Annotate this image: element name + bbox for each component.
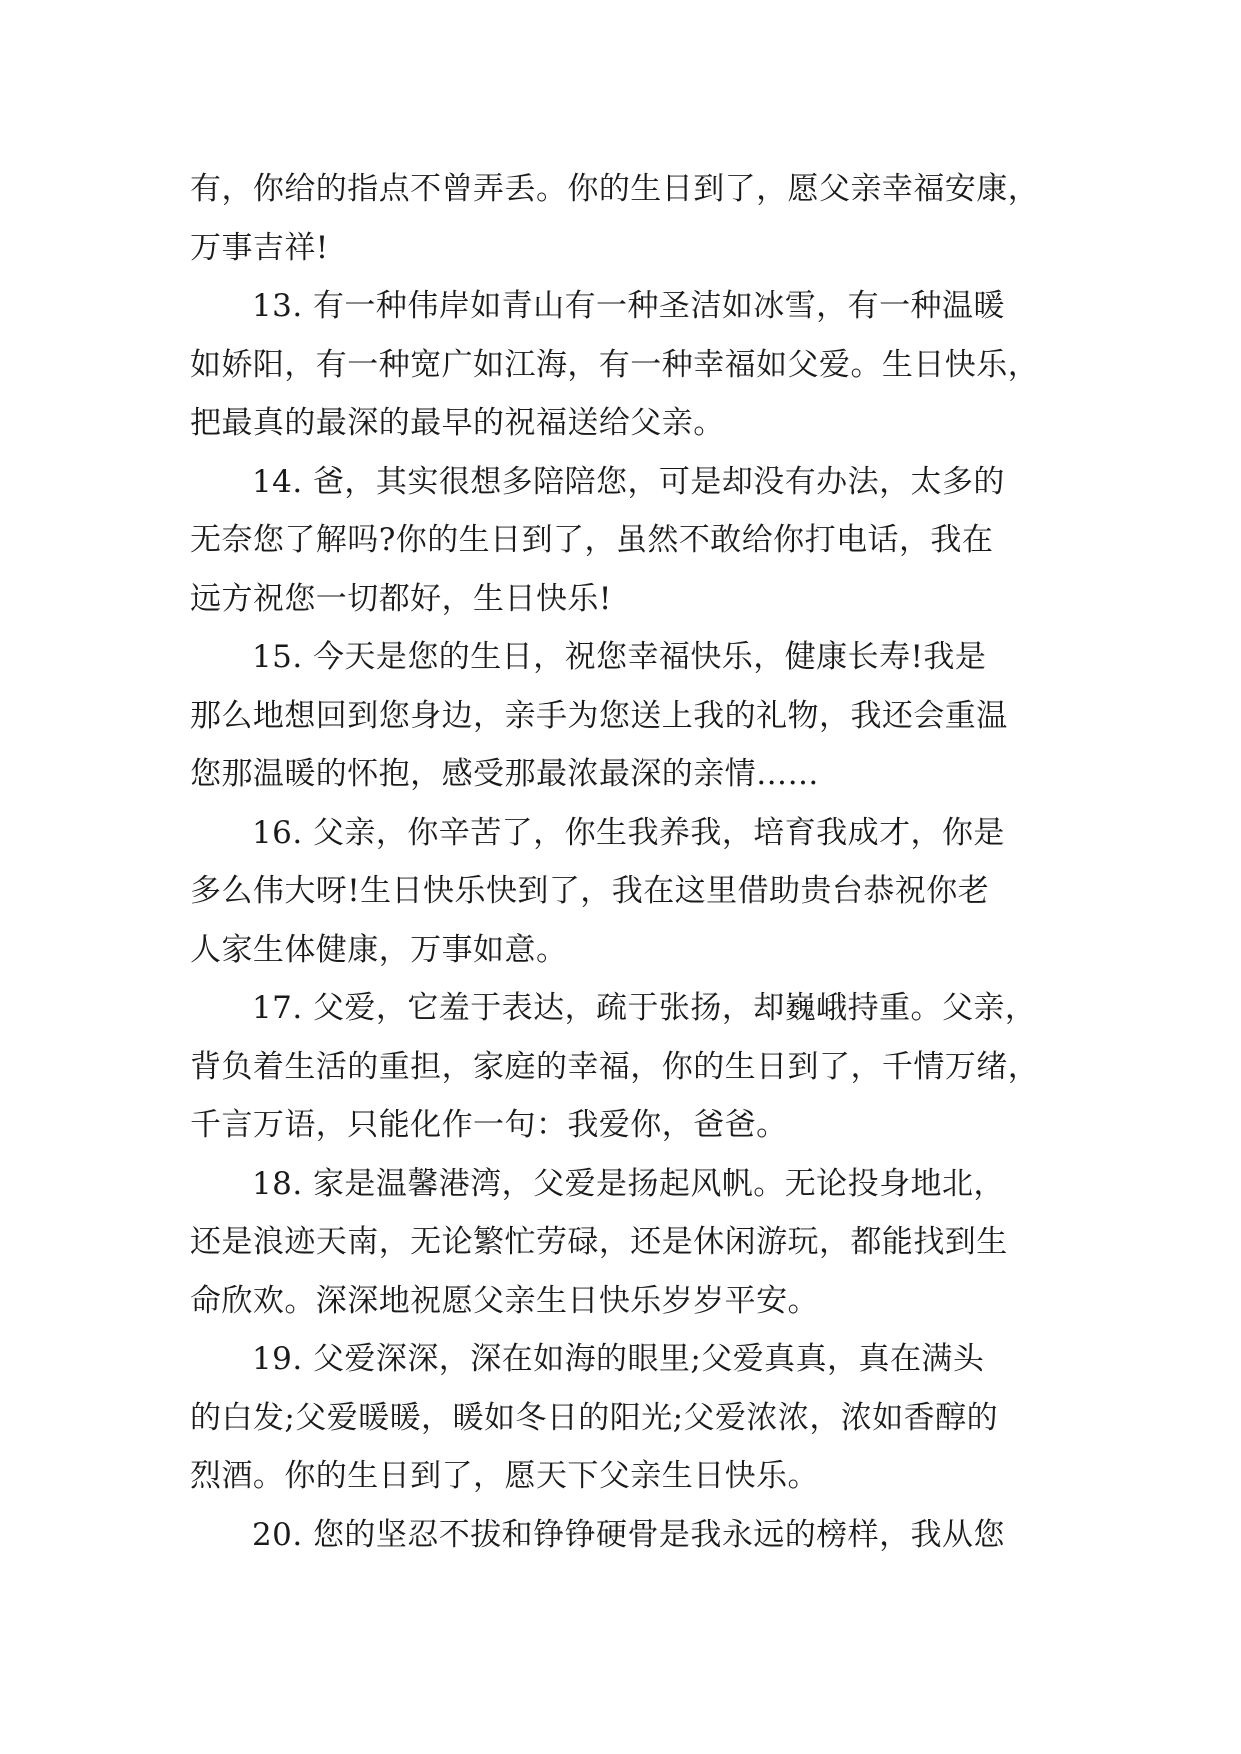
paragraph-number: 14. (252, 463, 303, 500)
paragraph-number: 20. (252, 1516, 303, 1553)
paragraph-13 (190, 277, 1052, 453)
paragraph-14 (190, 453, 1052, 629)
paragraph-text: 有，你给的指点不曾弄丢。你的生日到了，愿父亲幸福安康， 万事吉祥! (190, 171, 1040, 266)
paragraph-text: 父爱深深，深在如海的眼里;父爱真真，真在满头 的白发;父爱暖暖，暖如冬日的阳光;父爱浓浓，浓如香醇的 烈酒。你的生日到了，愿天下父亲生日快乐。 (190, 1341, 999, 1494)
paragraph-20 (190, 1506, 1052, 1565)
paragraph-text: 有一种伟岸如青山有一种圣洁如冰雪，有一种温暖 如娇阳，有一种宽广如江海，有一种幸福如父爱。生日快乐， 把最真的最深的最早的祝福送给父亲。 (190, 288, 1040, 441)
paragraph-text: 家是温馨港湾，父爱是扬起风帆。无论投身地北， 还是浪迹天南，无论繁忙劳碌，还是休闲游玩，都能找到生 命欣欢。深深地祝愿父亲生日快乐岁岁平安。 (190, 1165, 1008, 1319)
paragraph-text: 父亲，你辛苦了，你生我养我，培育我成才，你是 多么伟大呀!生日快乐快到了，我在这里借助贵台恭祝你老 人家生体健康，万事如意。 (190, 814, 1005, 968)
paragraph-number: 17. (252, 990, 303, 1026)
paragraph-16 (190, 804, 1052, 980)
paragraph-text: 爸，其实很想多陪陪您，可是却没有办法，太多的 无奈您了解吗?你的生日到了，虽然不敢给你打电话，我在 远方祝您一切都好，生日快乐! (190, 463, 1005, 617)
document-body (190, 160, 1052, 1564)
paragraph-17 (190, 979, 1052, 1155)
paragraph-number: 19. (252, 1341, 303, 1377)
paragraph-continuation (190, 160, 1052, 277)
paragraph-number: 15. (252, 639, 303, 675)
paragraph-18 (190, 1155, 1052, 1331)
paragraph-number: 18. (252, 1165, 303, 1202)
paragraph-text: 您的坚忍不拔和铮铮硬骨是我永远的榜样，我从您 (312, 1516, 1005, 1553)
paragraph-number: 16. (252, 814, 303, 851)
paragraph-number: 13. (252, 288, 303, 324)
paragraph-19 (190, 1330, 1052, 1506)
paragraph-text: 今天是您的生日，祝您幸福快乐，健康长寿!我是 那么地想回到您身边，亲手为您送上我的礼物，我还会重温 您那温暖的怀抱，感受那最浓最深的亲情…… (190, 639, 1008, 792)
paragraph-15 (190, 628, 1052, 804)
paragraph-text: 父爱，它羞于表达，疏于张扬，却巍峨持重。父亲， 背负着生活的重担，家庭的幸福，你的生日到了，千情万绪， 千言万语，只能化作一句：我爱你，爸爸。 (190, 990, 1040, 1143)
